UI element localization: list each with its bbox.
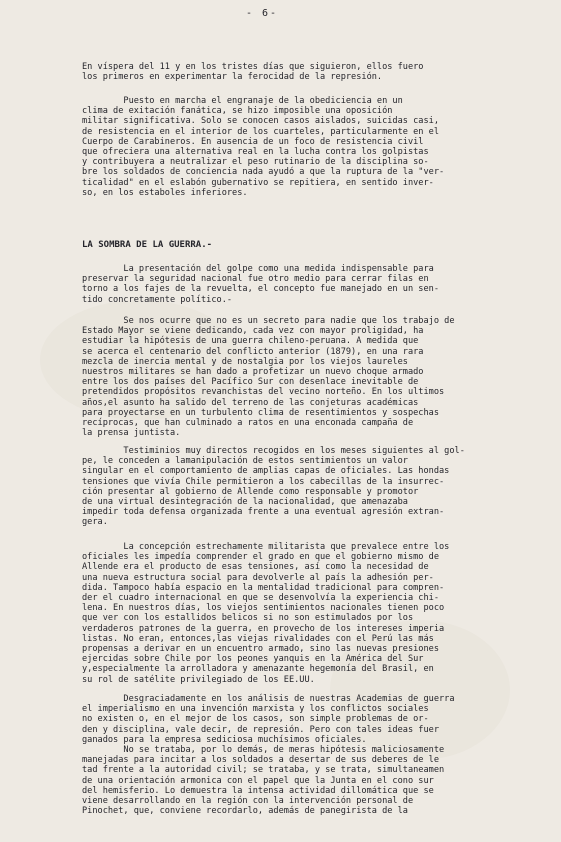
text-line: de una virtual desintegración de la nacionalidad, que amenazaba: [82, 497, 408, 508]
paragraph-6: [82, 542, 517, 685]
paragraph-1: [82, 62, 517, 82]
text-line: listas. No eran, entonces,las viejas rivalidades con el Perú las más: [82, 633, 434, 644]
text-line: No se trataba, por lo demás, de meras hipótesis maliciosamente: [82, 745, 445, 756]
text-line: se acerca el centenario del conflicto anterior (1879), en una rara: [82, 346, 424, 357]
text-line: oficiales les impedía comprender el grado en que el gobierno mismo de: [82, 552, 439, 563]
paragraph-7: [82, 694, 517, 816]
text-line: nuestros militares se han dado a profetizar un nuevo choque armado: [82, 367, 424, 378]
text-line: so, en los estaboles inferiores.: [82, 187, 248, 198]
text-line: su rol de satélite privilegiado de los EE.UU.: [82, 674, 315, 685]
text-line: Testiminios muy directos recogidos en los meses siguientes al gol-: [82, 446, 465, 456]
text-line: recíprocas, que han culminado a ratos en una enconada campaña de: [82, 418, 414, 429]
text-line: que ofreciera una alternativa real en la lucha contra los golpistas: [82, 147, 429, 158]
text-line: singular en el comportamiento de amplias capas de oficiales. Las hondas: [82, 466, 450, 477]
text-line: los primeros en experimentar la ferocidad de la represión.: [82, 72, 383, 83]
text-line: dida. Tampoco había espacio en la mentalidad tradicional para compren-: [82, 582, 445, 593]
text-line: de resistencia en el interior de los cuarteles, particularmente en el: [82, 126, 439, 137]
paragraph-3: [82, 264, 517, 305]
text-line: una nueva estructura social para devolverle al país la adhesión per-: [82, 572, 434, 583]
text-line: pretendidos propósitos revanchistas del vecino norteño. En los ultimos: [82, 387, 445, 398]
text-line: mezcla de inercia mental y de nostalgia por los viejos laureles: [82, 356, 408, 367]
text-line: clima de exitación fanática, se hizo imposible una oposición: [82, 106, 393, 117]
text-line: den y disciplina, vale decir, de represión. Pero con tales ideas fuer: [82, 724, 439, 735]
text-line: bre los soldados de conciencia nada ayudó a que la ruptura de la "ver-: [82, 167, 445, 178]
text-line: verdaderos patrones de la guerra, en provecho de los intereses imperia: [82, 623, 445, 634]
text-line: Pinochet, que, conviene recordarlo, además de panegirista de la: [82, 806, 408, 817]
text-line: impedir toda defensa organizada frente a una eventual agresión extran-: [82, 507, 445, 518]
text-line: Desgraciadamente en los análisis de nuestras Academias de guerra: [82, 694, 455, 704]
text-line: ción presentar al gobierno de Allende como responsable y promotor: [82, 486, 419, 497]
text-line: tensiones que vivía Chile permitieron a los cabecillas de la insurrec-: [82, 476, 445, 487]
text-line: En víspera del 11 y en los tristes días que siguieron, ellos fuero: [82, 62, 424, 72]
paragraph-2: [82, 96, 517, 198]
paragraph-4: [82, 316, 517, 438]
text-line: del hemisferio. Lo demuestra la intensa actividad dillomática que se: [82, 785, 434, 796]
page-number: - 6-: [246, 8, 279, 19]
text-line: de una orientación armonica con el papel que la Junta en el cono sur: [82, 775, 434, 786]
text-line: Cuerpo de Carabineros. En ausencia de un foco de resistencia civil: [82, 136, 424, 147]
text-line: Estado Mayor se viene dedicando, cada vez con mayor proligidad, ha: [82, 326, 424, 337]
text-line: ganados para la empresa sediciosa muchísimos oficiales.: [82, 734, 367, 745]
text-line: el imperialismo en una invención marxista y los conflictos sociales: [82, 704, 429, 715]
text-line: para proyectarse en un turbulento clima de resentimientos y sospechas: [82, 407, 439, 418]
text-line: ejercidas sobre Chile por los peones yanquis en la América del Sur: [82, 654, 424, 665]
section-heading: LA SOMBRA DE LA GUERRA.-: [82, 240, 213, 250]
text-line: der el cuadro internacional en que se desenvolvía la experiencia chi-: [82, 593, 439, 604]
text-line: La presentación del golpe como una medida indispensable para: [82, 264, 434, 274]
text-line: años,el asunto ha salido del terreno de las conjeturas académicas: [82, 397, 419, 408]
text-line: lena. En nuestros días, los viejos sentimientos nacionales tienen poco: [82, 603, 445, 614]
text-line: militar significativa. Solo se conocen casos aislados, suicidas casi,: [82, 116, 439, 127]
text-line: tad frente a la autoridad civil; se trataba, y se trata, simultaneamen: [82, 765, 445, 776]
text-line: Puesto en marcha el engranaje de la obediciencia en un: [82, 96, 403, 106]
text-line: La concepción estrechamente militarista que prevalece entre los: [82, 542, 450, 552]
text-line: y,especialmente la arrolladora y amenazante hegemonía del Brasil, en: [82, 664, 434, 675]
text-line: Se nos ocurre que no es un secreto para nadie que los trabajo de: [82, 316, 455, 326]
text-line: preservar la seguridad nacional fue otro medio para cerrar filas en: [82, 274, 429, 285]
text-line: viene desarrollando en la región con la intervención personal de: [82, 796, 414, 807]
text-line: propensas a derivar en un encuentro armado, sino las nuevas presiones: [82, 644, 439, 655]
text-line: manejadas para incitar a los soldados a desertar de sus deberes de le: [82, 755, 439, 766]
text-line: torno a los fajes de la revuelta, el concepto fue manejado en un sen-: [82, 284, 439, 295]
text-line: ticalidad" en el eslabón gubernativo se repitiera, en sentido inver-: [82, 177, 434, 188]
text-line: entre los dos países del Pacífico Sur con desenlace inevitable de: [82, 377, 419, 388]
text-line: gera.: [82, 517, 108, 528]
text-line: tido concretamente político.-: [82, 294, 233, 305]
text-line: estudiar la hipótesis de una guerra chileno-peruana. A medida que: [82, 336, 419, 347]
text-line: y contribuyera a neutralizar el peso rutinario de la disciplina so-: [82, 157, 429, 168]
paragraph-5: [82, 446, 517, 528]
text-line: pe, le conceden a lamanipulación de estos sentimientos un valor: [82, 456, 408, 467]
text-line: que ver con los estallidos belicos si no son estimulados por los: [82, 613, 414, 624]
text-line: no existen o, en el mejor de los casos, son simple problemas de or-: [82, 714, 429, 725]
text-line: la prensa juntista.: [82, 428, 181, 439]
text-line: Allende era el producto de esas tensiones, así como la necesidad de: [82, 562, 429, 573]
